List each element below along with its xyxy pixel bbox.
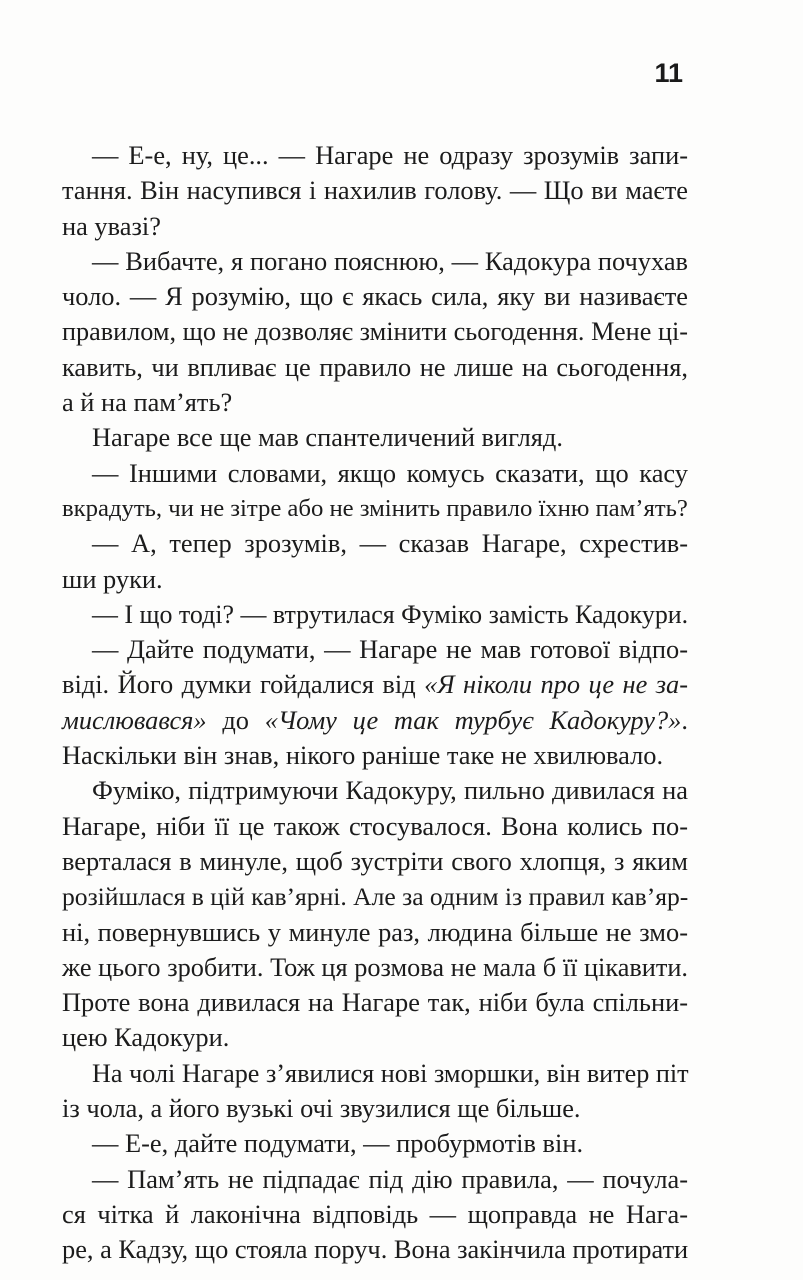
text-line: кавить, чи впливає це правило не лише на сьогодення, — [62, 351, 688, 382]
text-line — [62, 703, 688, 738]
text-line: На чолі Нагаре з’явилися нові зморшки, він витер піт — [92, 1058, 689, 1088]
text-line: а й на пам’ять? — [62, 387, 233, 418]
text-fragment: . — [681, 704, 688, 735]
text-line: цею Кадокури. — [62, 1022, 230, 1053]
text-line: верталася в минуле, щоб зустріти свого хлопця, з яким — [62, 845, 688, 876]
text-fragment: віді. Його думки гойдалися від — [62, 669, 425, 700]
text-line: ся чітка й лаконічна відповідь — щоправда не Нага- — [62, 1198, 688, 1229]
text-line: правилом, що не дозволяє змінити сьогодення. Мене ці- — [62, 317, 688, 347]
text-line: чоло. — Я розумію, що є якась сила, яку ви називаєте — [62, 281, 688, 312]
text-line: ре, а Кадзу, що стояла поруч. Вона закінчила протирати — [62, 1234, 689, 1265]
page-number: 11 — [654, 58, 683, 88]
text-line: Нагаре все ще мав спантеличений вигляд. — [92, 422, 563, 453]
text-line: — Пам’ять не підпадає під дію правила, — почула- — [92, 1163, 688, 1194]
text-line: — Е-е, ну, це... — Нагаре не одразу зрозумів запи- — [92, 140, 688, 170]
text-line: — А, тепер зрозумів, — сказав Нагаре, схрестив- — [92, 528, 688, 559]
italic-quote: «Я ніколи про це не за- — [424, 669, 688, 700]
body-text — [62, 138, 688, 1268]
italic-quote: мислювався» — [62, 704, 207, 735]
text-line: на увазі? — [62, 210, 161, 241]
text-line: із чола, а його вузькі очі звузилися ще більше. — [62, 1093, 581, 1124]
text-line — [62, 667, 688, 702]
text-line: ні, повернувшись у минуле раз, людина більше не змо- — [62, 916, 688, 947]
text-line: же цього зробити. Тож ця розмова не мала б її цікавити. — [62, 952, 688, 982]
text-line: розійшлася в цій кав’ярні. Але за одним із правил кав’яр- — [62, 882, 689, 912]
text-line: ши руки. — [62, 563, 163, 594]
text-fragment: до — [206, 704, 265, 735]
text-line: — Е-е, дайте подумати, — пробурмотів він. — [92, 1128, 584, 1159]
text-line: Нагаре, ніби її це також стосувалося. Вона колись по- — [62, 810, 688, 841]
text-line: — І що тоді? — втрутилася Фуміко замість Кадокури. — [92, 599, 689, 629]
text-line: Фуміко, підтримуючи Кадокуру, пильно дивилася на — [92, 775, 688, 806]
text-line: Наскільки він знав, нікого раніше таке не хвилювало. — [62, 740, 664, 771]
text-line: Проте вона дивилася на Нагаре так, ніби була спільни- — [62, 987, 688, 1018]
italic-quote: «Чому це так турбує Кадокуру?» — [264, 704, 682, 735]
text-line: — Дайте подумати, — Нагаре не мав готової відпо- — [92, 634, 688, 665]
text-line: — Вибачте, я погано пояснюю, — Кадокура почухав — [92, 245, 688, 276]
text-line: вкрадуть, чи не зітре або не змінить правило їхню пам’ять? — [62, 494, 688, 522]
text-line: тання. Він насупився і нахилив голову. — Що ви маєте — [62, 175, 688, 206]
text-line: — Іншими словами, якщо комусь сказати, що касу — [92, 457, 688, 488]
